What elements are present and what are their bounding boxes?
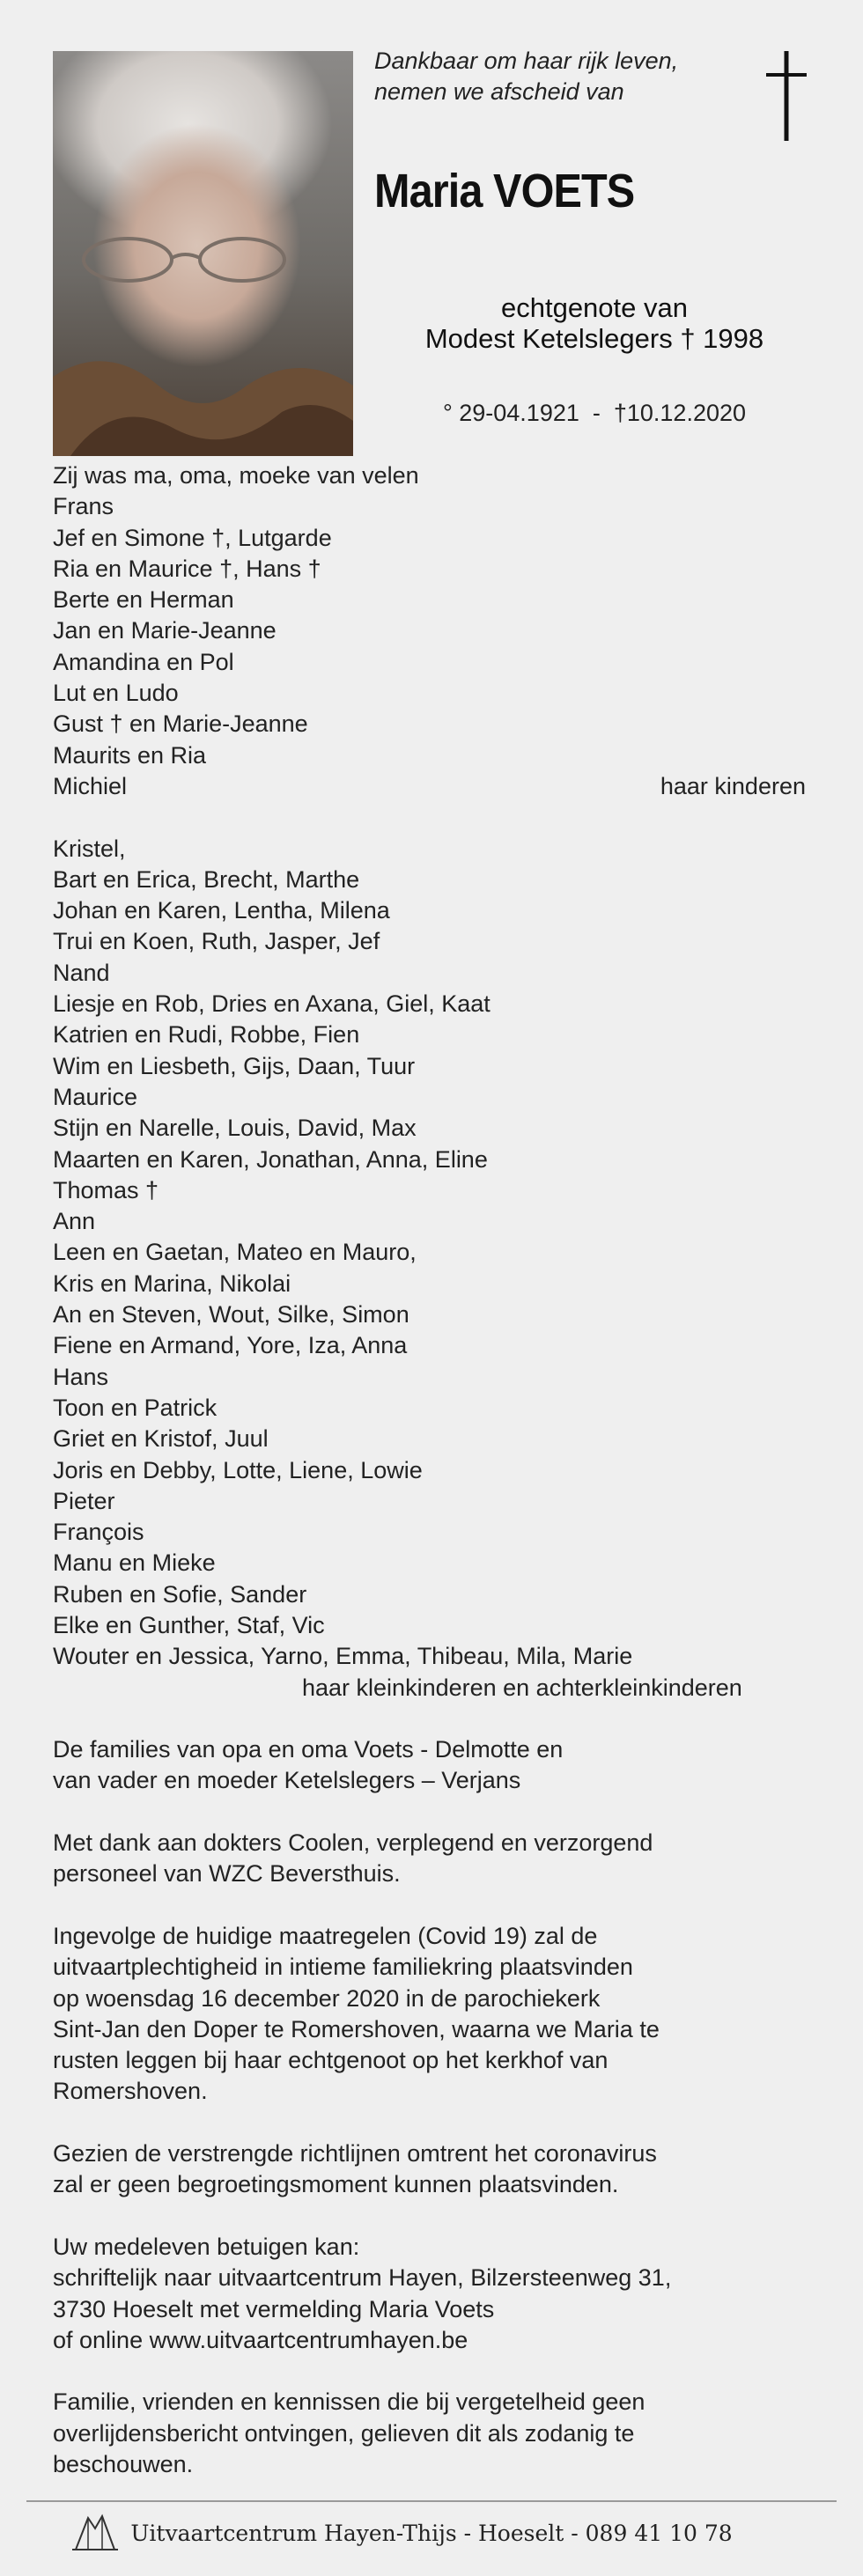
spouse-line: echtgenote van: [500, 292, 688, 323]
funeral-paragraph: [53, 1921, 806, 2108]
paragraph-line: personeel van WZC Beversthuis.: [53, 1860, 401, 1888]
latin-cross-icon: [766, 51, 807, 141]
child-name: Ria en Maurice †, Hans †: [53, 555, 321, 582]
child-name: Maurits en Ria: [53, 741, 207, 769]
grandchild-name: Maurice: [53, 1083, 138, 1110]
child-name: Frans: [53, 493, 114, 520]
paragraph-line: op woensdag 16 december 2020 in de parochiekerk: [53, 1984, 601, 2012]
grandchild-name: Manu en Mieke: [53, 1549, 216, 1577]
grandchildren-list: [53, 834, 806, 1704]
families-paragraph: [53, 1734, 806, 1797]
paragraph-line: Romershoven.: [53, 2078, 208, 2105]
footer-text: Uitvaartcentrum Hayen-Thijs - Hoeselt - 089 41 10 78: [130, 2521, 733, 2546]
footer-divider: [26, 2500, 837, 2502]
paragraph-line: uitvaartplechtigheid in intieme familiekring plaatsvinden: [53, 1954, 633, 1981]
children-last-row: [53, 771, 806, 802]
paragraph-line: rusten leggen bij haar echtgenoot op het kerkhof van: [53, 2047, 609, 2074]
grandchild-name: Wouter en Jessica, Yarno, Emma, Thibeau, Mila, Marie: [53, 1643, 633, 1670]
grandchild-name: Thomas †: [53, 1176, 159, 1203]
scarf-shape: [53, 324, 353, 456]
grandchildren-label: haar kleinkinderen en achterkleinkinderen: [302, 1674, 742, 1701]
intro-line: Dankbaar om haar rijk leven,: [374, 48, 679, 74]
grandchild-name: Bart en Erica, Brecht, Marthe: [53, 865, 360, 893]
paragraph-line: zal er geen begroetingsmoment kunnen plaatsvinden.: [53, 2171, 619, 2198]
spouse-info: [370, 291, 819, 353]
paragraph-line: Sint-Jan den Doper te Romershoven, waarna we Maria te: [53, 2015, 660, 2042]
child-name: Michiel: [53, 772, 128, 799]
grandchild-name: Ann: [53, 1208, 96, 1235]
child-name: Amandina en Pol: [53, 648, 234, 675]
grandchild-name: Leen en Gaetan, Mateo en Mauro,: [53, 1239, 417, 1266]
paragraph-line: Familie, vrienden en kennissen die bij vergetelheid geen: [53, 2388, 645, 2416]
grandchild-name: Elke en Gunther, Staf, Vic: [53, 1611, 325, 1638]
grandchild-name: Trui en Koen, Ruth, Jasper, Jef: [53, 928, 380, 955]
obituary-body: [53, 460, 806, 2480]
paragraph-line: Ingevolge de huidige maatregelen (Covid 19) zal de: [53, 1922, 598, 1949]
child-name: Berte en Herman: [53, 586, 234, 614]
deceased-name: Maria VOETS: [374, 165, 635, 217]
intro-line: nemen we afscheid van: [374, 78, 624, 106]
paragraph-line: beschouwen.: [53, 2451, 194, 2477]
life-dates: ° 29-04.1921 - †10.12.2020: [442, 400, 747, 426]
grandchild-name: An en Steven, Wout, Silke, Simon: [53, 1301, 409, 1328]
child-name: Lut en Ludo: [53, 680, 179, 707]
paragraph-line: van vader en moeder Ketelslegers – Verjans: [53, 1767, 521, 1794]
grandchild-name: Joris en Debby, Lotte, Liene, Lowie: [53, 1456, 423, 1483]
corona-paragraph: [53, 2138, 806, 2201]
grandchild-name: Johan en Karen, Lentha, Milena: [53, 897, 390, 924]
paragraph-line: schriftelijk naar uitvaartcentrum Hayen, Bilzersteenweg 31,: [53, 2264, 672, 2292]
grandchild-name: François: [53, 1519, 144, 1546]
grandchild-name: Pieter: [53, 1487, 115, 1514]
grandchild-name: Nand: [53, 959, 110, 986]
glasses-shape: [79, 232, 308, 284]
grandchild-name: Ruben en Sofie, Sander: [53, 1580, 307, 1608]
grandchild-name: Griet en Kristof, Juul: [53, 1425, 269, 1453]
intro-text: [374, 46, 744, 108]
condolences-paragraph: [53, 2232, 806, 2356]
paragraph-line: De families van opa en oma Voets - Delmotte en: [53, 1736, 564, 1763]
portrait-photo: [53, 51, 353, 456]
grandchild-name: Kristel,: [53, 835, 126, 862]
grandchild-name: Katrien en Rudi, Robbe, Fien: [53, 1021, 360, 1049]
forgotten-paragraph: [53, 2387, 806, 2480]
grandchild-name: Kris en Marina, Nikolai: [53, 1270, 291, 1297]
paragraph-line: of online www.uitvaartcentrumhayen.be: [53, 2326, 468, 2353]
grandchild-name: Fiene en Armand, Yore, Iza, Anna: [53, 1332, 408, 1359]
children-list: [53, 491, 806, 802]
paragraph-line: 3730 Hoeselt met vermelding Maria Voets: [53, 2295, 495, 2322]
paragraph-line: Met dank aan dokters Coolen, verplegend en verzorgend: [53, 1829, 653, 1857]
paragraph-line: overlijdensbericht ontvingen, gelieven dit als zodanig te: [53, 2419, 635, 2447]
grandchild-name: Hans: [53, 1363, 109, 1390]
paragraph-line: Uw medeleven betuigen kan:: [53, 2233, 360, 2260]
thanks-paragraph: [53, 1828, 806, 1890]
child-name: Jef en Simone †, Lutgarde: [53, 524, 332, 551]
grandchild-name: Toon en Patrick: [53, 1394, 218, 1421]
grandchild-name: Stijn en Narelle, Louis, David, Max: [53, 1115, 417, 1142]
grandchild-name: Liesje en Rob, Dries en Axana, Giel, Kaat: [53, 990, 491, 1018]
spouse-line: Modest Ketelslegers † 1998: [424, 323, 764, 355]
grandchild-name: Wim en Liesbeth, Gijs, Daan, Tuur: [53, 1052, 416, 1079]
child-name: Gust † en Marie-Jeanne: [53, 710, 308, 738]
children-intro: Zij was ma, oma, moeke van velen: [53, 462, 419, 489]
child-name: Jan en Marie-Jeanne: [53, 617, 277, 644]
grandchild-name: Maarten en Karen, Jonathan, Anna, Eline: [53, 1145, 488, 1173]
paragraph-line: Gezien de verstrengde richtlijnen omtrent het coronavirus: [53, 2140, 657, 2168]
children-label: haar kinderen: [660, 772, 806, 799]
